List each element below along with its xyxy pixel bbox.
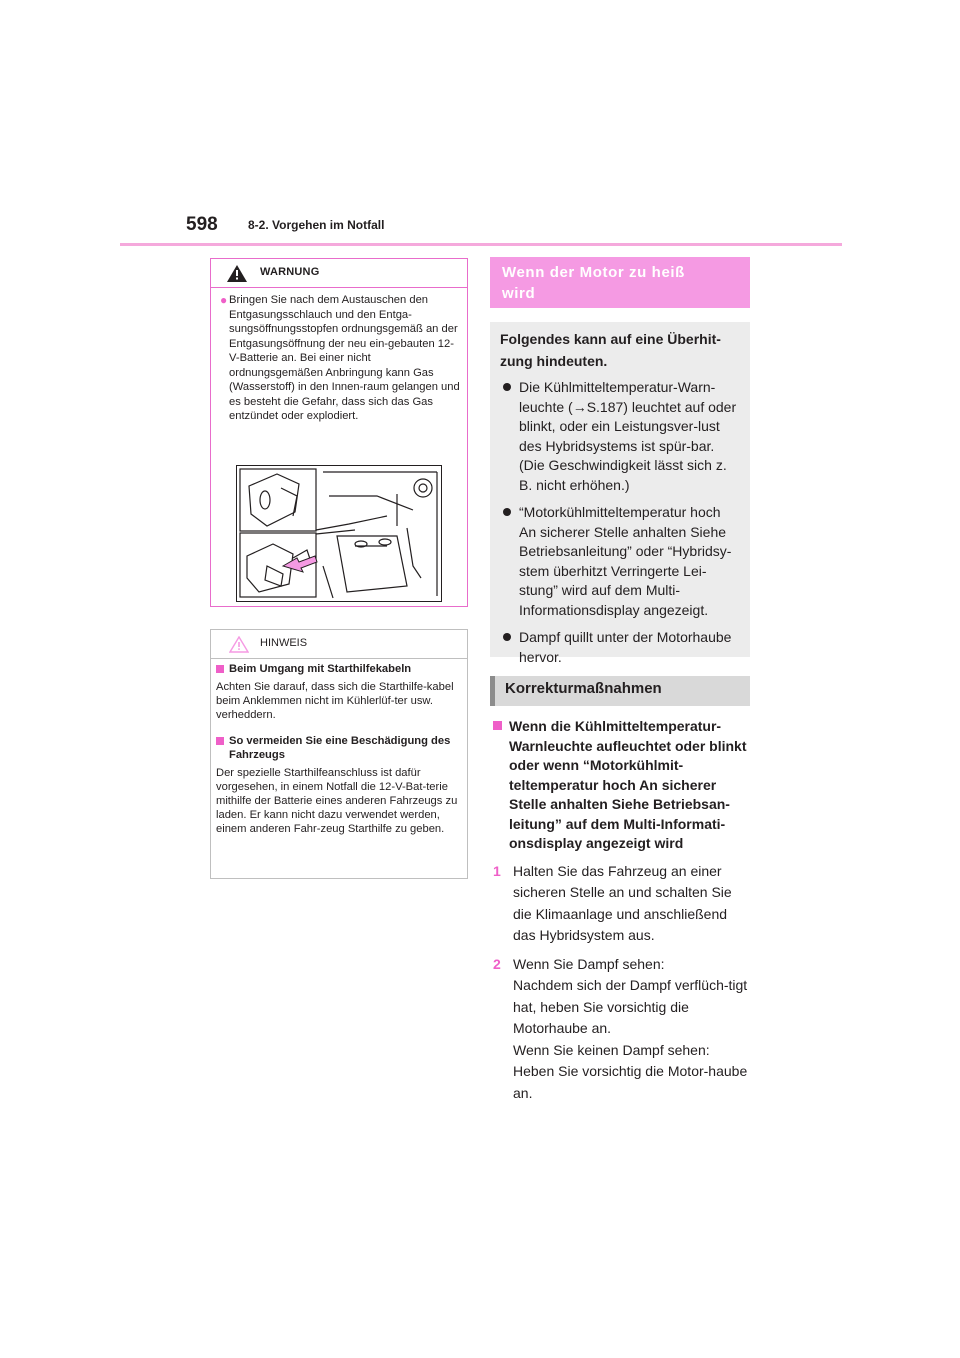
warning-label: WARNUNG	[260, 266, 320, 278]
condition-heading	[493, 717, 753, 854]
bullet-icon: ●	[220, 293, 228, 307]
note-paragraph: Der spezielle Starthilfeanschluss ist dafür vorgesehen, in einem Notfall die 12-V-Bat-terie mithilfe der Batterie eines anderen Fahrzeugs zu laden. Er kann nicht dazu verwendet werden, einem anderen Fahr-zeug Starthilfe zu geben.	[216, 767, 458, 835]
note-subheading-text: Beim Umgang mit Starthilfekabeln	[229, 663, 412, 675]
square-bullet-icon	[493, 721, 502, 730]
symptom-text: Dampf quillt unter der Motorhaube hervor.	[519, 629, 732, 665]
condition-text: Wenn die Kühlmitteltemperatur-Warnleuchte aufleuchtet oder blinkt oder wenn “Motorkühlmit-teltemperatur hoch An sicherer Stelle anhalten Siehe Betriebsan-leitung” auf dem Multi-Informati-onsdisplay angezeigt wird	[509, 718, 747, 851]
corrective-heading: Korrekturmaßnahmen	[490, 676, 750, 706]
section-title: 8-2. Vorgehen im Notfall	[248, 218, 385, 232]
note-subheading	[216, 662, 462, 676]
list-item	[500, 378, 740, 495]
square-bullet-icon	[216, 665, 224, 673]
step-number: 1	[493, 862, 501, 879]
list-item	[500, 628, 740, 667]
warning-box	[210, 258, 468, 607]
overheat-heading	[490, 257, 750, 308]
square-bullet-icon	[216, 737, 224, 745]
step-number: 2	[493, 955, 501, 972]
warning-text: Bringen Sie nach dem Austauschen den Entgasungsschlauch und den Entga-sungsöffnungsstopfen ordnungsgemäß an der Entgasungsöffnung der neu ein-gebauten 12-V-Batterie an. Bei einer nicht ordnungsgemäßen Anbringung kann Gas (Wasserstoff) in den Innen-raum gelangen und es besteht die Gefahr, dass sich das Gas entzündet oder explodiert.	[229, 294, 460, 422]
engine-bay-drawing	[237, 466, 441, 601]
note-box	[210, 629, 468, 879]
list-item	[500, 503, 740, 620]
warning-text-block	[220, 293, 461, 424]
overheat-heading-line2: wird	[502, 285, 536, 302]
battery-vent-illustration	[236, 465, 442, 602]
bullet-icon	[503, 633, 511, 641]
symptom-text: “Motorkühlmitteltemperatur hoch An sicherer Stelle anhalten Siehe Betriebsanleitung” oder “Hybridsy-stem überhitzt Verringerte Lei-stung” wird auf dem Multi-Informationsdisplay angezeigt.	[519, 504, 732, 618]
bullet-icon	[503, 383, 511, 391]
step-item	[493, 861, 753, 947]
note-label: HINWEIS	[260, 637, 308, 649]
warning-header	[211, 259, 467, 288]
header-rule	[120, 243, 842, 246]
note-paragraph: Achten Sie darauf, dass sich die Starthilfe-kabel beim Anklemmen nicht im Kühlerlüf-ter usw. verheddern.	[216, 681, 454, 721]
note-subheading	[216, 734, 462, 762]
step-text: Nachdem sich der Dampf verflüch-tigt hat, heben Sie vorsichtig die Motorhaube an.	[513, 977, 748, 1036]
warning-triangle-icon	[227, 265, 247, 282]
step-text: Heben Sie vorsichtig die Motor-haube an.	[513, 1063, 748, 1101]
corrective-block	[493, 717, 753, 1104]
note-subheading-text: So vermeiden Sie eine Beschädigung des Fahrzeugs	[229, 735, 451, 761]
overheat-heading-line1: Wenn der Motor zu heiß	[502, 264, 685, 281]
step-text: Wenn Sie keinen Dampf sehen:	[513, 1041, 710, 1058]
page-number: 598	[186, 214, 218, 235]
step-item	[493, 954, 753, 1105]
note-body	[216, 662, 462, 848]
symptom-box	[490, 322, 750, 665]
step-text: Halten Sie das Fahrzeug an einer sicheren Stelle an und schalten Sie die Klimaanlage und anschließend das Hybridsystem aus.	[513, 862, 732, 943]
note-header	[211, 630, 467, 659]
bullet-icon	[503, 508, 511, 516]
caution-triangle-icon	[229, 636, 249, 653]
symptom-text: Die Kühlmitteltemperatur-Warn-leuchte (→S.187) leuchtet auf oder blinkt, oder ein Leistungsver-lust des Hybridsystems ist spür-bar. (Die Geschwindigkeit lässt sich z. B. nicht erhöhen.)	[519, 379, 737, 493]
symptom-intro: Folgendes kann auf eine Überhit-zung hindeuten.	[500, 331, 721, 369]
step-text: Wenn Sie Dampf sehen:	[513, 955, 665, 972]
